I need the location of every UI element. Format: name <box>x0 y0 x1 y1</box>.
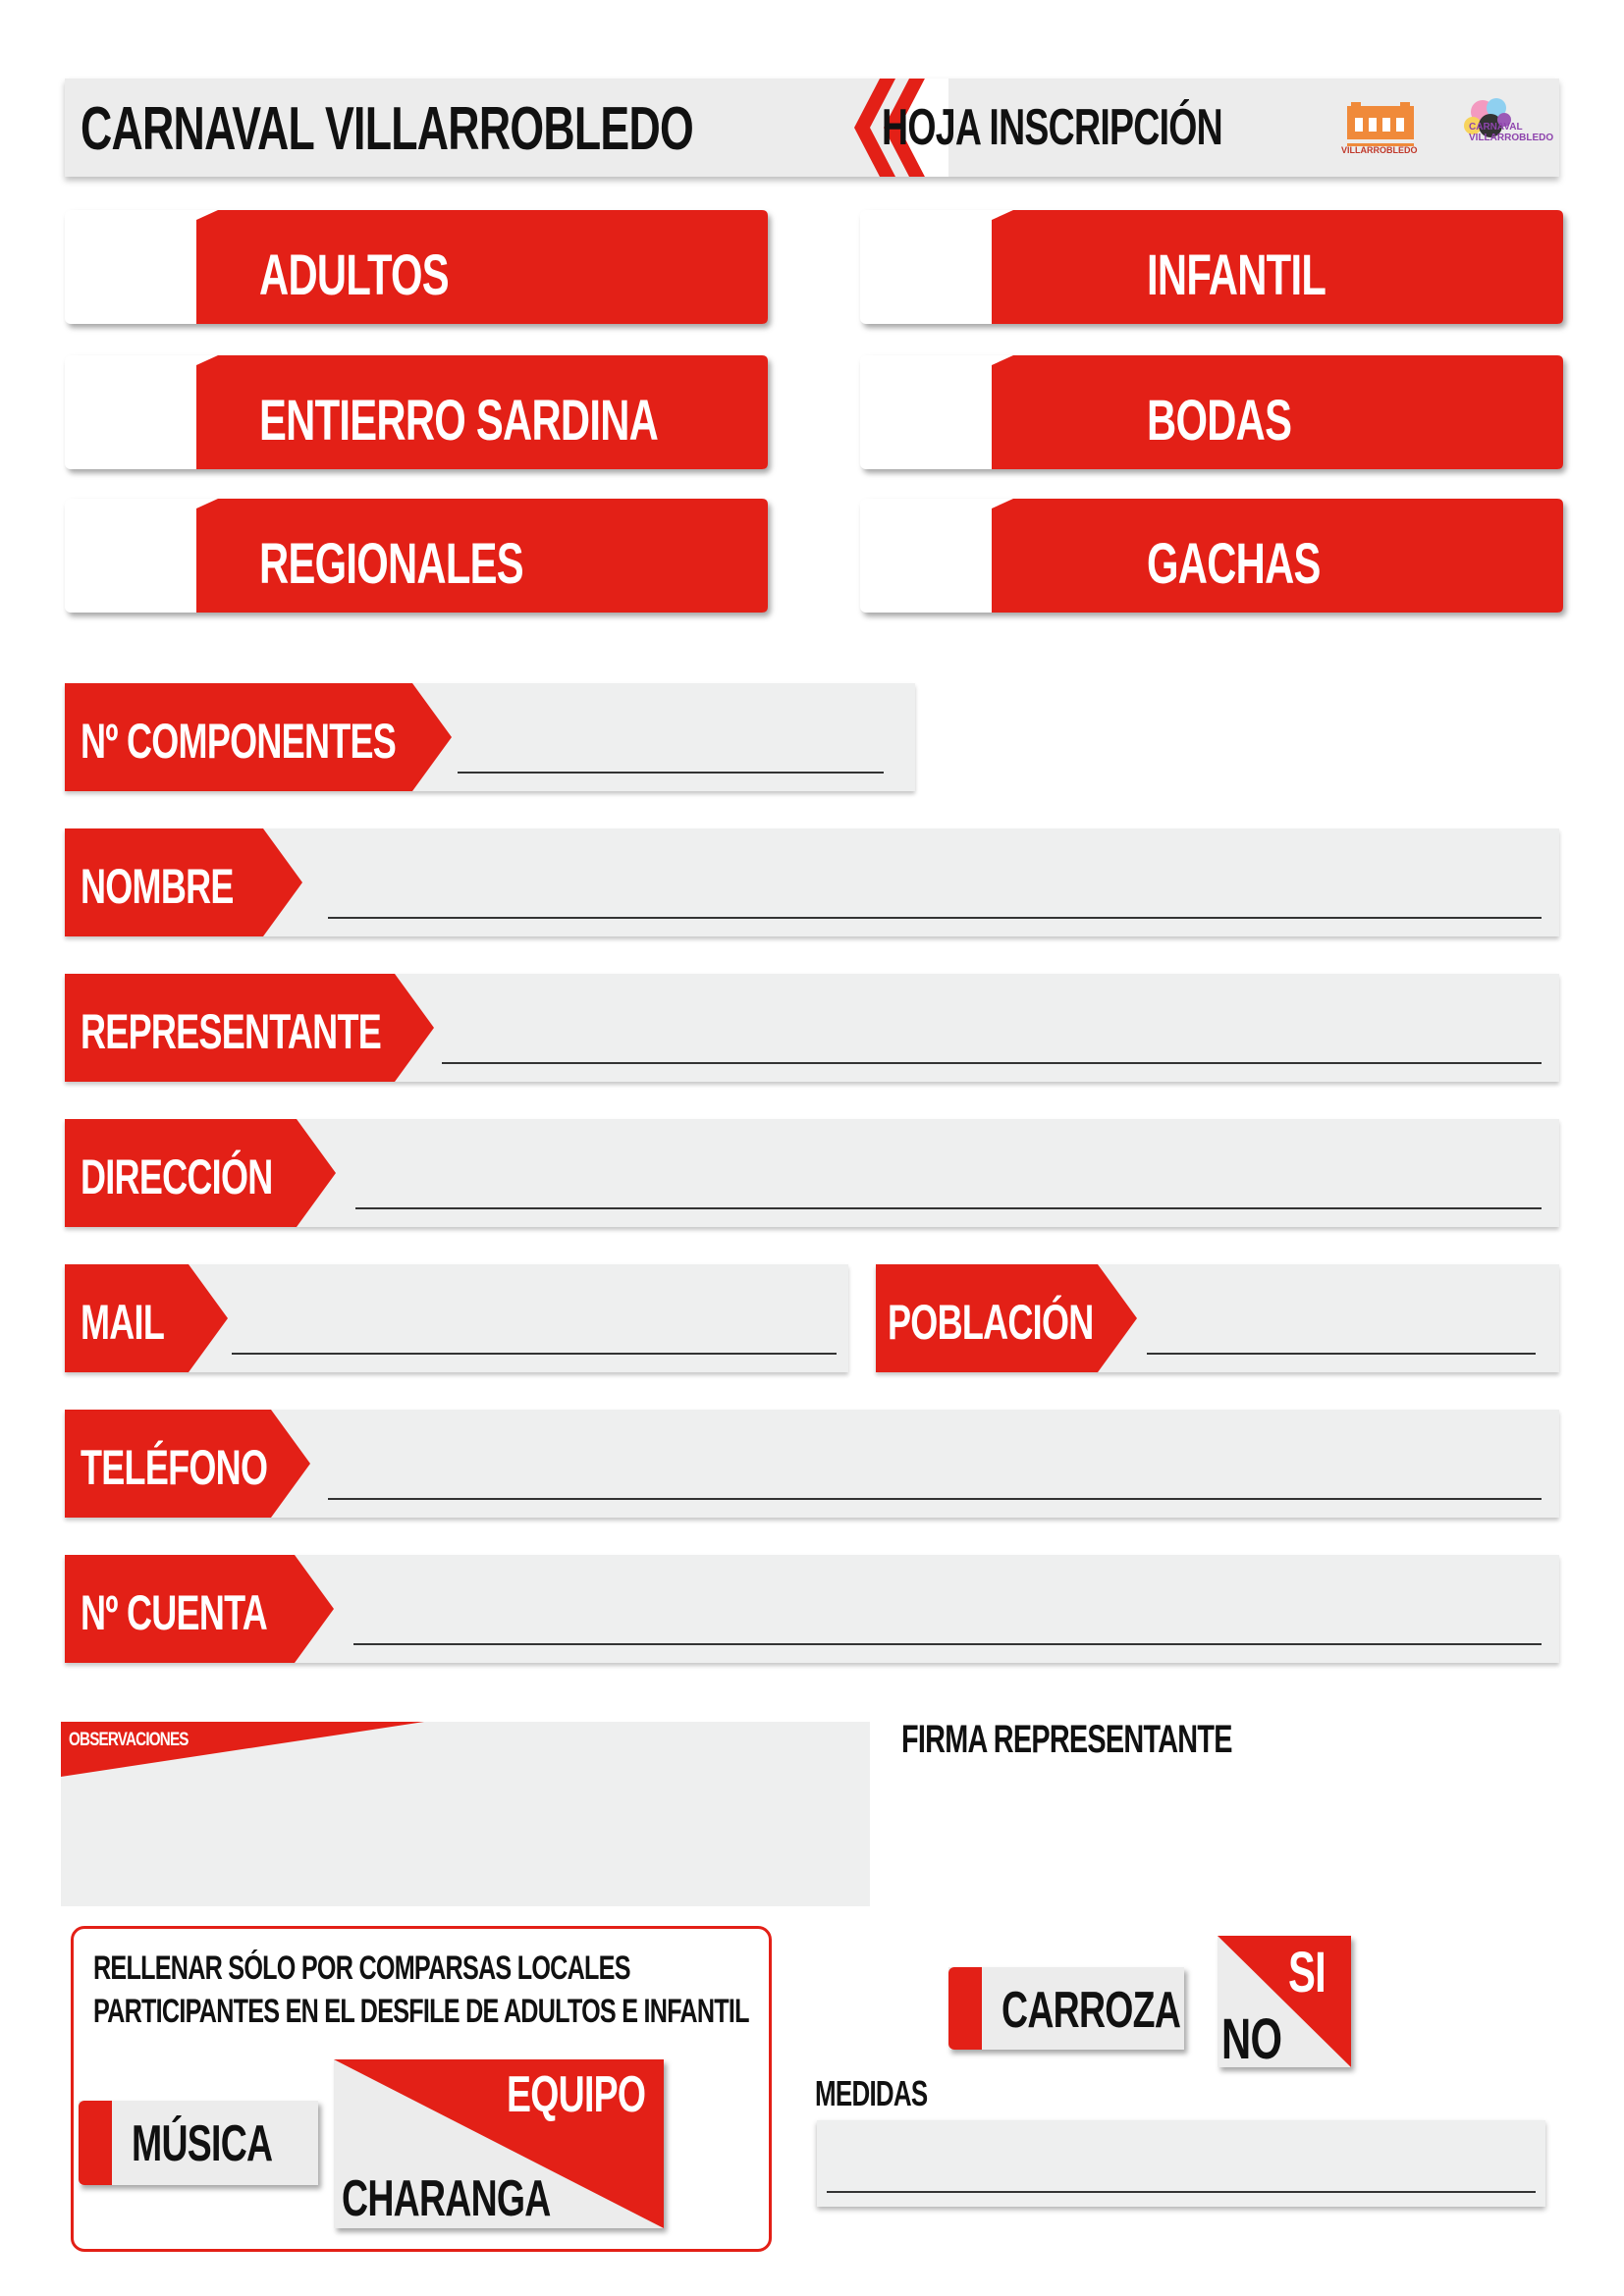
componentes-row <box>65 683 915 791</box>
category-regionales[interactable]: REGIONALES <box>65 499 768 613</box>
page-subtitle: HOJA INSCRIPCIÓN <box>882 99 1222 156</box>
cuenta-field[interactable] <box>353 1643 1542 1645</box>
direccion-field[interactable] <box>355 1207 1542 1209</box>
cuenta-row <box>65 1555 1559 1663</box>
local-instructions-line1: RELLENAR SÓLO POR COMPARSAS LOCALES <box>93 1949 630 1987</box>
firma-label: FIRMA REPRESENTANTE <box>901 1718 1232 1761</box>
category-entierro-sardina[interactable]: ENTIERRO SARDINA <box>65 355 768 469</box>
category-bodas[interactable]: BODAS <box>860 355 1563 469</box>
no-option[interactable]: NO <box>1221 2007 1282 2071</box>
medidas-label: MEDIDAS <box>815 2073 928 2113</box>
componentes-label: Nº COMPONENTES <box>81 714 397 769</box>
telefono-row <box>65 1410 1559 1518</box>
local-instructions-line2: PARTICIPANTES EN EL DESFILE DE ADULTOS E INFANTIL <box>93 1993 749 2030</box>
medidas-field[interactable] <box>817 2120 1545 2207</box>
mail-label: MAIL <box>81 1295 165 1350</box>
observaciones-box[interactable] <box>61 1722 870 1906</box>
observaciones-label: OBSERVACIONES <box>69 1730 189 1750</box>
nombre-label: NOMBRE <box>81 859 234 914</box>
representante-field[interactable] <box>442 1062 1542 1064</box>
musica-option[interactable]: MÚSICA <box>79 2101 318 2185</box>
category-adultos[interactable]: ADULTOS <box>65 210 768 324</box>
equipo-charanga-option[interactable]: EQUIPO CHARANGA <box>334 2059 664 2228</box>
mail-row <box>65 1264 848 1372</box>
cuenta-label: Nº CUENTA <box>81 1585 268 1640</box>
componentes-field[interactable] <box>458 772 884 774</box>
poblacion-label: POBLACIÓN <box>888 1295 1094 1350</box>
representante-row <box>65 974 1559 1082</box>
nombre-field[interactable] <box>328 917 1542 919</box>
telefono-field[interactable] <box>328 1498 1542 1500</box>
poblacion-row <box>876 1264 1559 1372</box>
town-hall-logo: VILLARROBLEDO <box>1341 100 1420 157</box>
category-gachas[interactable]: GACHAS <box>860 499 1563 613</box>
carroza-option[interactable]: CARROZA <box>948 1967 1184 2050</box>
header-bar <box>65 79 1559 177</box>
telefono-label: TELÉFONO <box>81 1440 268 1495</box>
category-infantil[interactable]: INFANTIL <box>860 210 1563 324</box>
direccion-label: DIRECCIÓN <box>81 1149 273 1204</box>
poblacion-field[interactable] <box>1147 1353 1536 1355</box>
representante-label: REPRESENTANTE <box>81 1004 382 1059</box>
nombre-row <box>65 828 1559 936</box>
mail-field[interactable] <box>232 1353 837 1355</box>
si-no-selector[interactable] <box>1218 1936 1351 2071</box>
page-title: CARNAVAL VILLARROBLEDO <box>81 95 693 163</box>
carnival-logo: CARNAVAL VILLARROBLEDO <box>1447 92 1545 161</box>
direccion-row <box>65 1119 1559 1227</box>
si-option[interactable]: SI <box>1288 1941 1326 2004</box>
